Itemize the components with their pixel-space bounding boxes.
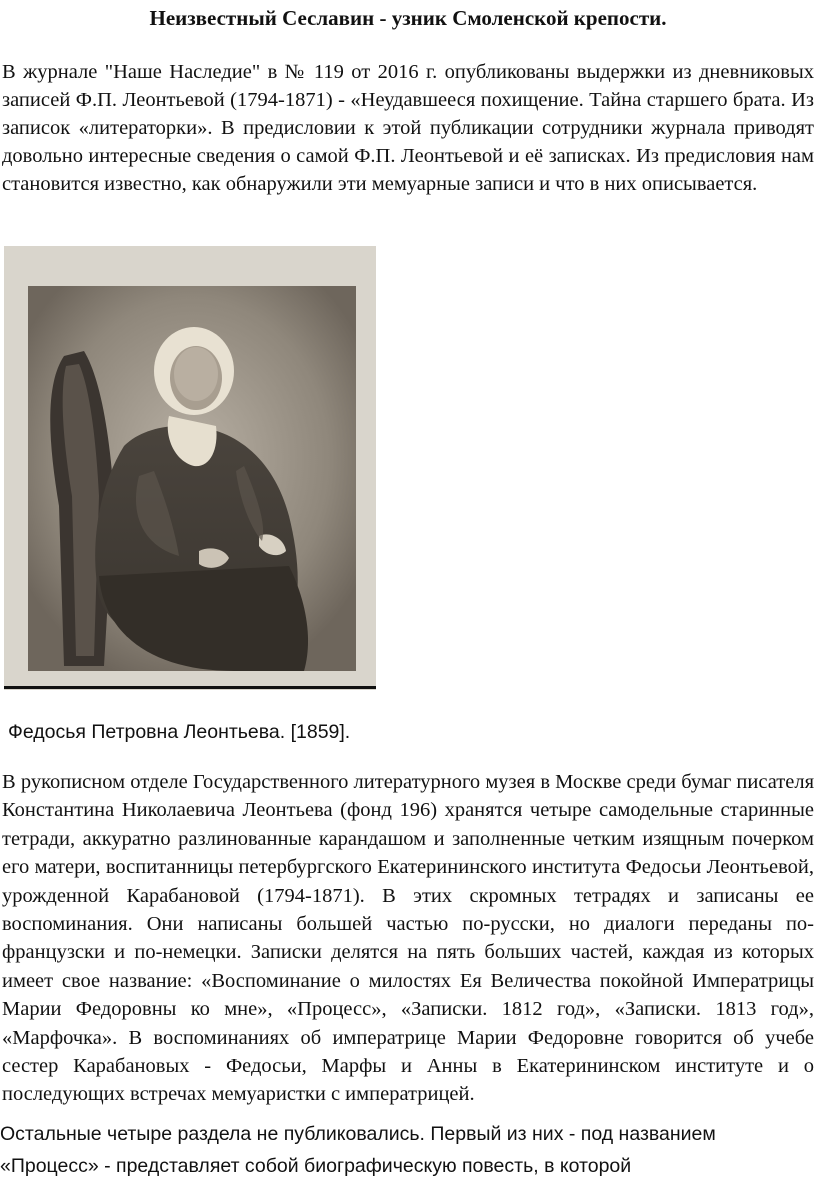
intro-paragraph: В журнале "Наше Наследие" в № 119 от 2016 г. опубликованы выдержки из дневниковых записей Ф.П. Леонтьевой (1794-1871) - «Неудавшееся похищение. Тайна старшего брата. Из записок «литераторки». В предисловии к этой публикации сотрудники журнала приводят довольно интересные сведения о самой Ф.П. Леонтьевой и её записках. Из предисловия нам становится известно, как обнаружили эти мемуарные записи и что в них описывается. bbox=[2, 61, 814, 195]
portrait-photo bbox=[4, 246, 376, 690]
document-title: Неизвестный Сеславин - узник Смоленской крепости. bbox=[149, 6, 667, 30]
photo-bottom-rule bbox=[4, 686, 376, 689]
closing-line-2: «Процесс» - представляет собой биографическую повесть, в которой bbox=[0, 1155, 632, 1177]
portrait-photo-image bbox=[4, 246, 376, 690]
photo-caption: Федосья Петровна Леонтьева. [1859]. bbox=[8, 721, 351, 743]
body-paragraph: В рукописном отделе Государственного литературного музея в Москве среди бумаг писателя Константина Николаевича Леонтьева (фонд 196) хранятся четыре самодельные старинные тетради, аккуратно разлинованные карандашом и заполненные четким изящным почерком его матери, воспитанницы петербургского Екатерининского института Федосьи Леонтьевой, урожденной Карабановой (1794-1871). В этих скромных тетрадях и записаны ее воспоминания. Они написаны большей частью по-русски, но диалоги переданы по-французски и по-немецки. Записки делятся на пять больших частей, каждая из которых имеет свое название: «Воспоминание о милостях Ея Величества покойной Императрицы Марии Федоровны ко мне», «Процесс», «Записки. 1812 год», «Записки. 1813 год», «Марфочка». В воспоминаниях об императрице Марии Федоровне говорится об учебе сестер Карабановых - Федосьи, Марфы и Анны в Екатерининском институте и о последующих встречах мемуаристки с императрицей. bbox=[2, 771, 814, 1106]
closing-line-1: Остальные четыре раздела не публиковались. Первый из них - под названием bbox=[0, 1123, 716, 1145]
